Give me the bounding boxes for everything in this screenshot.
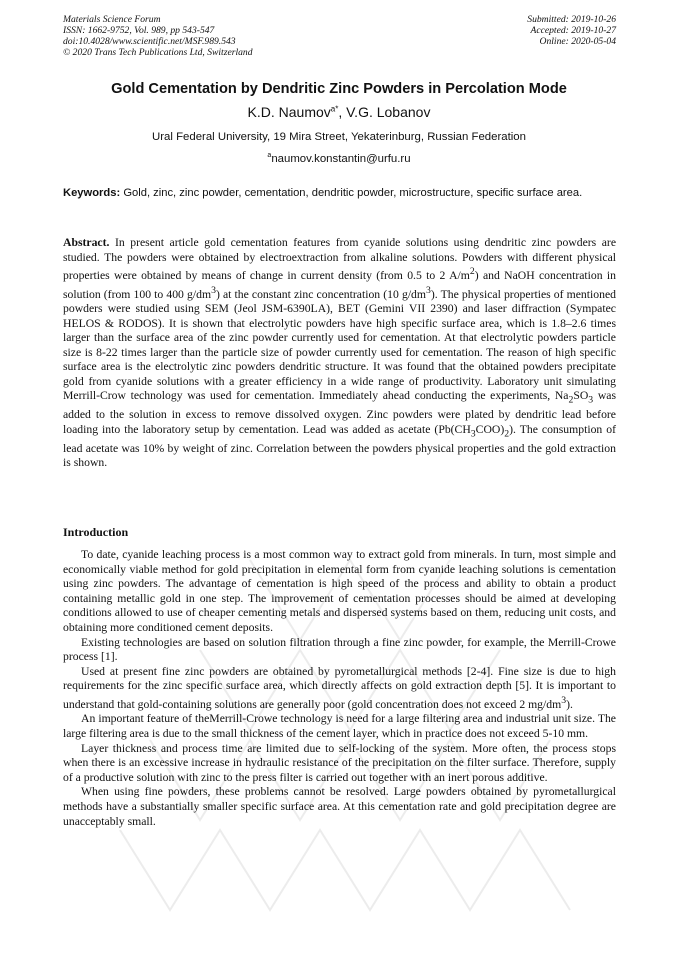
publication-dates	[527, 14, 616, 47]
superscript: 3	[426, 284, 431, 296]
accepted-date: Accepted: 2019-10-27	[530, 25, 616, 36]
issn-line: ISSN: 1662-9752, Vol. 989, pp 543-547	[63, 25, 215, 36]
abstract-paragraph	[63, 236, 616, 471]
author-affil-mark: a*	[330, 104, 339, 114]
keywords-text: Gold, zinc, zinc powder, cementation, dendritic powder, microstructure, specific surface area.	[123, 187, 583, 199]
abstract-text: ) and NaOH concentration in solution (from 100 to 400 g/dm	[63, 268, 617, 301]
intro-paragraph-1: To date, cyanide leaching process is a most common way to extract gold from minerals. In turn, most simple and economically viable method for gold precipitation in elemental form from cyanide leaching solutions is cementation using zinc powders. The advantage of cementation is high speed of the process and ability to obtain a product containing metallic gold in one step. The improvement of cementation processes should be aimed at developing conditions allowed to use of cheaper cementing metals and dispersed systems based on them, reducing unit costs, and obtaining more conditioned cement deposits.	[63, 548, 616, 634]
online-date: Online: 2020-05-04	[539, 36, 616, 47]
introduction-body	[63, 548, 616, 829]
doi-line: doi:10.4028/www.scientific.net/MSF.989.543	[63, 36, 236, 47]
abstract-text: In present article gold cementation features from cyanide solutions using dendritic zinc powders are studied. The powders were obtained by electroextraction from alkaline solutions. Powders with different physical properties were obtained by means of change in current density (from 0.5 to 2 A/m	[63, 236, 617, 282]
subscript: 2	[568, 394, 574, 406]
author-lobanov: , V.G. Lobanov	[338, 104, 431, 120]
keywords	[63, 186, 616, 200]
intro-paragraph-3	[63, 665, 616, 713]
submitted-date: Submitted: 2019-10-26	[527, 14, 616, 25]
copyright-line: © 2020 Trans Tech Publications Ltd, Switzerland	[63, 47, 253, 58]
abstract-label: Abstract.	[63, 236, 110, 249]
abstract-text: was added to the solution in excess to remove dissolved oxygen. Zinc powders were plated by dendritic lead before loading into the laboratory setup by cementation. Lead was added as acetate (Pb(CH	[63, 389, 616, 436]
abstract-text: COO)	[475, 422, 505, 436]
abstract-text: ). The consumption of lead acetate was 10% by weight of zinc. Correlation between the powders physical properties and the gold extraction is shown.	[63, 422, 616, 470]
intro-text: ).	[566, 697, 573, 711]
superscript: 3	[561, 694, 567, 706]
affiliation: Ural Federal University, 19 Mira Street, Yekaterinburg, Russian Federation	[152, 131, 526, 143]
intro-paragraph-2: Existing technologies are based on solution filtration through a fine zinc powder, for example, the Merrill-Crowe process [1].	[63, 635, 616, 664]
abstract-text: SO	[573, 389, 589, 403]
abstract-text: ). The physical properties of mentioned powders were studied using SEM (Jeol JSM-6390LA), BET (Gemini VII 2390) and laser diffraction (Sympatec HELOS & RODOS). It is shown that electrolytic powders have high specific surface area, which is 1.8–2.6 times larger than the surface area of the zinc powder currently used for cementation. At that electrolytic powders particle size is 8-22 times larger than the particle size of powder currently used for cementation. The reason of high specific surface area is the electrolytic zinc powders dendritic structure. It was found that the obtained powders precipitate gold from cyanide solutions with a greater efficiency in a wide range of productivity. Laboratory unit simulating Merrill-Crow technology was used for cementation. Immediately ahead conducting the experiments, Na	[63, 287, 616, 403]
subscript: 3	[470, 428, 476, 439]
superscript: 3	[211, 284, 216, 296]
journal-info	[63, 14, 253, 58]
author-list	[0, 104, 678, 120]
intro-paragraph-4: An important feature of theMerrill-Crowe technology is need for a large filtering area and industrial unit size. The large filtering area is due to the small thickness of the cement layer, which in practice does not exceed 5-10 mm.	[63, 712, 616, 741]
section-heading-introduction: Introduction	[63, 525, 129, 539]
intro-paragraph-6: When using fine powders, these problems cannot be resolved. Large powders obtained by pyrometallurgical methods have a substantially smaller specific surface area. At this cementation rate and gold precipitation degree are unacceptably small.	[63, 785, 616, 828]
email-mark: a	[267, 152, 272, 159]
subscript: 2	[504, 428, 510, 439]
subscript: 3	[588, 394, 594, 406]
intro-text: Used at present fine zinc powders are obtained by pyrometallurgical methods [2-4]. Fine size is due to high requirements for the zinc specific surface area, which directly affects on gold extraction depth [5]. It is important to understand that gold-containing solutions are generally poor (gold concentration does not exceed 2 mg/dm	[63, 664, 616, 711]
journal-name: Materials Science Forum	[63, 14, 161, 25]
abstract-text: ) at the constant zinc concentration (10 g/dm	[215, 287, 426, 301]
intro-paragraph-5: Layer thickness and process time are limited due to self-locking of the system. More often, the process stops when there is an excessive increase in hydraulic resistance of the precipitation on the filter surface. Therefore, supply of a productive solution with zinc to the press filter is carried out together with an inert porous additive.	[63, 741, 616, 784]
keywords-label: Keywords:	[63, 187, 121, 199]
author-naumov: K.D. Naumov	[247, 104, 331, 120]
email-address[interactable]: naumov.konstantin@urfu.ru	[271, 152, 411, 165]
author-email	[0, 152, 678, 165]
paper-title: Gold Cementation by Dendritic Zinc Powders in Percolation Mode	[111, 81, 567, 97]
superscript: 2	[469, 266, 475, 278]
abstract	[63, 236, 616, 471]
